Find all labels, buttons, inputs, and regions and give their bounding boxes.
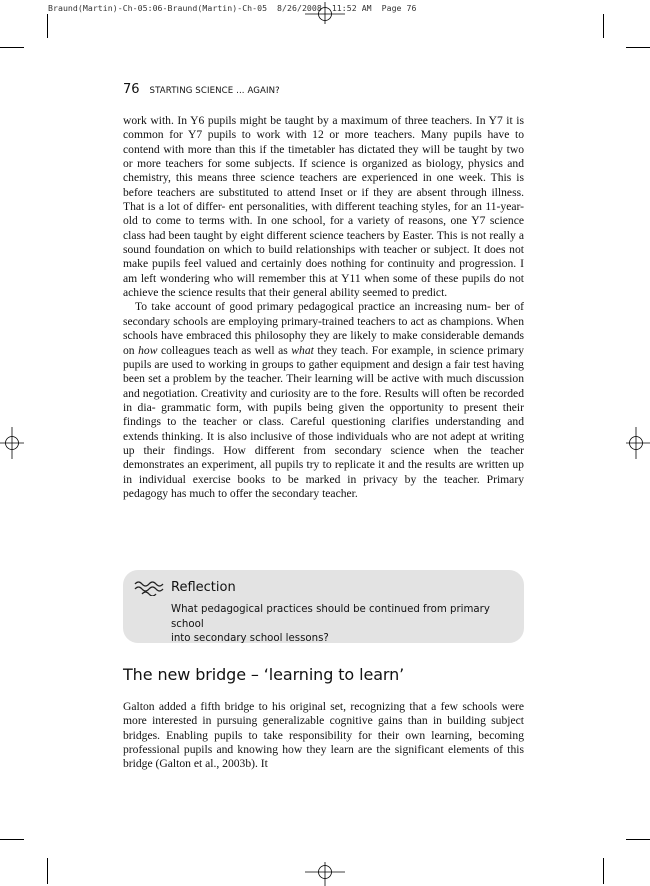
paragraph-continued [123, 114, 524, 501]
reflection-title: Reflection [171, 580, 236, 595]
p2-line: findings to the teacher or class. Careful questioning clarifies understanding [123, 415, 501, 429]
p2-line: by the teacher. Primary pedagogy has much to offer the secondary teacher. [123, 472, 524, 500]
reflection-question [171, 603, 521, 647]
p2-line: champions. When schools have embraced this philosophy they are likely to [123, 314, 524, 343]
p2-line: and extends thinking. It is also inclusive of those individuals who are not [123, 415, 524, 443]
p1-line: organized as biology, physics and chemistry, this means three science [123, 157, 524, 185]
p2-line-fragment: make considerable demands on [123, 329, 525, 357]
reflection-question-line: into secondary school lessons? [171, 633, 329, 644]
p3-line: schools were more interested in pursuing generalizable cognitive gains [123, 700, 525, 728]
p2-line: to gather equipment and design a fair test having been set a problem by the [123, 357, 524, 386]
p1-line: teachers are experienced in one week. This is before teachers are substituted [123, 171, 524, 199]
p1-line: to terms with. In one school, for a variety of reasons, one Y7 science class [123, 214, 524, 242]
p1-line: really a sound foundation on which to build relationships with teacher or [123, 228, 525, 257]
p1-line: subject. It does not make pupils feel valued and certainly does nothing for [123, 243, 524, 271]
registration-mark-top [305, 2, 345, 24]
p2-line: results are written up in individual exercise books to be marked in privacy [123, 458, 524, 486]
p1-line: In Y7 it is common for Y7 pupils to work with 12 or more teachers. Many [123, 114, 524, 142]
p1-line: to attend Inset or if they are absent through illness. That is a lot of differ- [123, 185, 524, 214]
p2-line: ber of secondary schools are employing primary-trained teachers to act as [123, 300, 524, 328]
p1-line: pupils have to contend with more than this if the timetabler has dictated [123, 128, 525, 156]
p3-line: Galton added a fifth bridge to his original set, recognizing that a few [123, 700, 459, 713]
p1-line: general ability seemed to predict. [292, 286, 448, 300]
paragraph-galton [123, 700, 524, 772]
p1-line: ent personalities, with different teaching styles, for an 11-year-old to come [123, 200, 524, 228]
emphasis-what: what [291, 343, 314, 357]
registration-mark-left [0, 423, 24, 463]
p1-line: work with. In Y6 pupils might be taught by a maximum of three teachers. [123, 114, 473, 127]
p3-line: their own learning, becoming professional pupils and knowing how they [123, 728, 524, 757]
emphasis-how: how [138, 343, 158, 357]
p3-line: learn are the significant elements of this bridge (Galton et al., 2003b). It [123, 743, 525, 771]
p1-line: had been taught by eight different science teachers by Easter. This is not [148, 228, 487, 242]
reflection-question-line: What pedagogical practices should be continued from primary school [171, 604, 490, 630]
p2-line: Creativity and curiosity are to the fore. Results will often be recorded in dia- [123, 386, 524, 414]
p3-line: than in building subject bridges. Enabling pupils to take responsibility for [123, 714, 524, 742]
p1-line: continuity and progression. I am left wondering who will remember this at [123, 257, 524, 285]
p2-line: To take account of good primary pedagogical practice an increasing num- [135, 300, 491, 314]
registration-mark-bottom [305, 862, 345, 886]
p2-line-fragment: colleagues teach as well as [157, 343, 292, 357]
p1-line: Y11 when some of these pupils do not achieve the science results that their [123, 271, 524, 300]
p2-line: adept at writing up their findings. How different from secondary science when [123, 429, 524, 457]
p2-line: the teacher demonstrates an experiment, all pupils try to replicate it and the [123, 443, 525, 472]
print-slug: Braund(Martin)-Ch-05:06-Braund(Martin)-Ch-05 8/26/2008 11:52 AM Page 76 [48, 3, 417, 13]
p1-line: they will be taught by two or more teachers for some subjects. If science is [123, 142, 524, 171]
section-heading: The new bridge – ‘learning to learn’ [123, 665, 405, 684]
p2-line: teacher. Their learning will be active with much discussion and negotiation. [123, 372, 524, 400]
page-number: 76 [123, 82, 140, 97]
registration-mark-right [626, 423, 650, 463]
running-title: STARTING SCIENCE ... AGAIN? [149, 86, 280, 96]
running-head [123, 78, 280, 97]
p2-line-fragment: they [313, 343, 338, 357]
wave-reflection-icon [134, 580, 164, 596]
p2-line: teach. For example, in science primary pupils are used to working in groups [123, 343, 524, 371]
p2-line: grammatic form, with pupils being given the opportunity to present their [161, 400, 524, 414]
paragraph-primary-practice [123, 300, 524, 501]
reflection-box [123, 570, 524, 643]
